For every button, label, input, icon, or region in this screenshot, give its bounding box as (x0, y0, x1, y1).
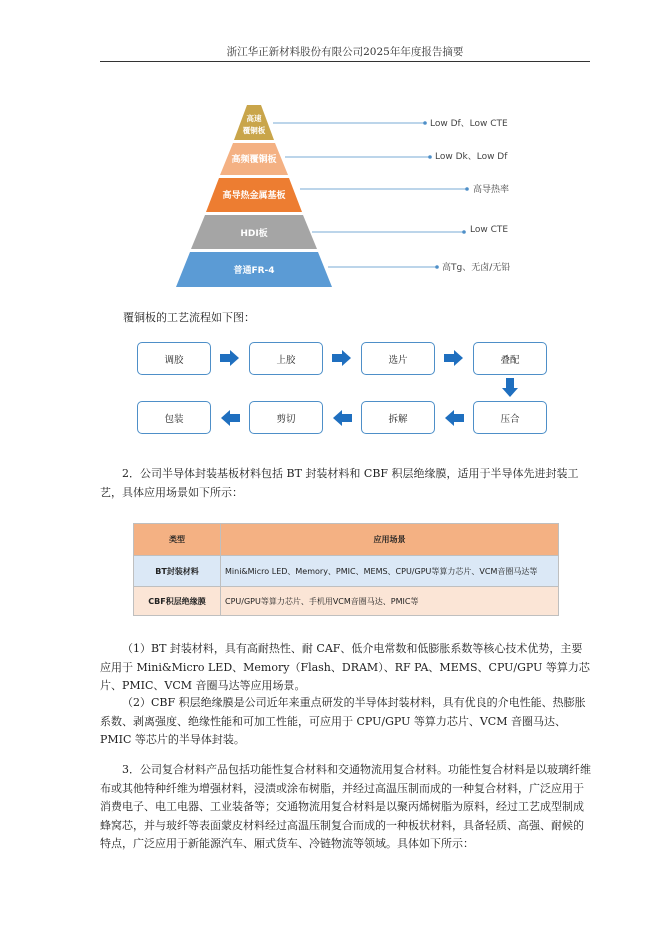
pyramid-label-fr4: 普通FR-4 (233, 266, 275, 276)
pyramid-dot-2 (428, 155, 432, 159)
cbf-paragraph: （2）CBF 积层绝缘膜是公司近年来重点研发的半导体封装材料，具有优良的介电性能、热膨胀系数、剥离强度、绝缘性能和可加工性能，可应用于 CPU/GPU 等算力芯片、VCM 音圈马达、PMIC 等芯片的半导体封装。 (100, 696, 586, 746)
flow-step-mix-glue: 调胶 (137, 342, 211, 375)
pyramid-note-3: 高导热率 (473, 185, 510, 195)
arrow-down-icon (502, 378, 518, 398)
flow-step-layup: 叠配 (473, 342, 547, 375)
arrow-right-1-icon (220, 350, 240, 366)
table-cell-type: CBF积层绝缘膜 (134, 587, 221, 616)
arrow-right-3-icon (444, 350, 464, 366)
arrow-left-2-icon (332, 410, 352, 426)
table-row (134, 556, 559, 587)
section2-paragraph: 2．公司半导体封装基板材料包括 BT 封装材料和 CBF 积层绝缘膜，适用于半导体先进封装工艺，具体应用场景如下所示： (100, 467, 579, 499)
application-table (133, 523, 559, 616)
table-row (134, 587, 559, 616)
flow-intro: 覆铜板的工艺流程如下图： (123, 311, 255, 324)
pyramid-label-thermal-metal: 高导热金属基板 (222, 191, 286, 201)
table-cell-type: BT封装材料 (134, 556, 221, 587)
pyramid-dot-4 (462, 230, 466, 234)
arrow-right-2-icon (332, 350, 352, 366)
bt-paragraph: （1）BT 封装材料，具有高耐热性、耐 CAF、低介电常数和低膨胀系数等核心技术优势，主要应用于 Mini&Micro LED、Memory（Flash、DRAM）、RF PA、MEMS、CPU/GPU 等算力芯片、PMIC、VCM 音圈马达等应用场景。 (100, 642, 590, 692)
pyramid-note-4: Low CTE (470, 225, 509, 235)
section3-paragraph: 3．公司复合材料产品包括功能性复合材料和交通物流用复合材料。功能性复合材料是以玻璃纤维布或其他特种纤维为增强材料，浸渍或涂布树脂，并经过高温压制而成的一种复合材料，广泛应用于消费电子、电工电器、工业装备等；交通物流用复合材料是以聚丙烯树脂为原料，经过工艺成型制成蜂窝芯，并与玻纤等表面蒙皮材料经过高温压制复合而成的一种板状材料，具备轻质、高强、耐候的特点，广泛应用于新能源汽车、厢式货车、冷链物流等领域。具体如下所示： (100, 763, 591, 850)
page-header: 浙江华正新材料股份有限公司2025年年度报告摘要 (226, 46, 464, 58)
table-header-type: 类型 (134, 524, 221, 556)
pyramid-dot-5 (435, 265, 439, 269)
pyramid-dot-3 (465, 187, 469, 191)
flow-step-disassembly: 拆解 (361, 401, 435, 434)
flow-step-packaging: 包装 (137, 401, 211, 434)
pyramid-note-1: Low Df、Low CTE (430, 119, 508, 129)
pyramid-label-high-frequency: 高频覆铜板 (231, 155, 277, 165)
table-header-scene: 应用场景 (221, 524, 559, 556)
table-cell-scene: CPU/GPU等算力芯片、手机用VCM音圈马达、PMIC等 (221, 587, 559, 616)
pyramid-note-2: Low Dk、Low Df (435, 152, 508, 162)
arrow-left-1-icon (444, 410, 464, 426)
pyramid-dot-1 (423, 121, 427, 125)
flow-step-cutting: 剪切 (249, 401, 323, 434)
pyramid-label-high-speed-1: 高速 (246, 114, 262, 123)
pyramid-note-5: 高Tg、无卤/无铅 (442, 263, 511, 273)
flow-step-pressing: 压合 (473, 401, 547, 434)
arrow-left-3-icon (220, 410, 240, 426)
table-cell-scene: Mini&Micro LED、Memory、PMIC、MEMS、CPU/GPU等算力芯片、VCM音圈马达等 (221, 556, 559, 587)
header-rule (100, 61, 590, 62)
pyramid-label-high-speed-2: 覆铜板 (242, 126, 266, 135)
ccl-pyramid-diagram (140, 95, 540, 295)
flow-step-glue-coating: 上胶 (249, 342, 323, 375)
flow-step-sheet-select: 选片 (361, 342, 435, 375)
pyramid-label-hdi: HDI板 (240, 229, 268, 239)
